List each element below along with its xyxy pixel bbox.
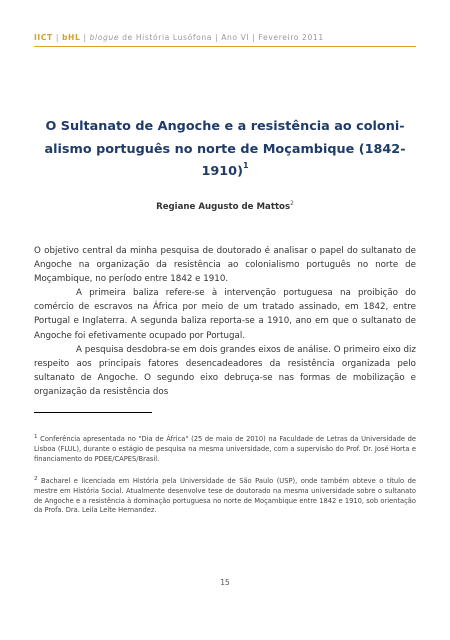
article-title <box>34 116 416 184</box>
footnote <box>34 475 416 517</box>
footnote-text: Conferência apresentada no "Dia de África" (25 de maio de 2010) na Faculdade de Letras da Universidade de Lisboa (FLUL), durante o estágio de pesquisa na mesma universidade, com a supervisão do Prof. Dr. José Horta e financiamento do PDEE/CAPES/Brasil. <box>34 435 416 463</box>
author-byline <box>34 200 416 212</box>
paragraph: O objetivo central da minha pesquisa de doutorado é analisar o papel do sultanato de Angoche na organização da resistência ao colonialismo português no norte de Moçambique, no período entre 1842 e 1910. <box>34 246 416 285</box>
page-number: 15 <box>220 578 230 587</box>
header-sep: | <box>52 33 62 42</box>
title-line-3: 1910) <box>201 164 243 179</box>
body-text <box>34 244 416 399</box>
header-rule <box>34 46 416 47</box>
title-footnote-ref[interactable]: 1 <box>242 161 249 170</box>
footnote-text: Bacharel e licenciada em História pela Universidade de São Paulo (USP), onde também obteve o título de mestre em História Social. Atualmente desenvolve tese de doutorado na mesma universidade sobre o sultanato de Angoche e a resistência à dominação portuguesa no norte de Moçambique entre 1842 e 1910, sob orientação da Profa. Dra. Leila Leite Hernandez. <box>34 476 416 515</box>
author-footnote-ref[interactable]: 2 <box>290 200 294 207</box>
paragraph: A pesquisa desdobra-se em dois grandes eixos de análise. O primeiro eixo diz respeito aos principais fatores desencadeadores da resistência organizada pelo sultanato de Angoche. O segundo eixo debruça-se nas formas de mobilização e organização da resistência dos <box>34 344 416 397</box>
author-name: Regiane Augusto de Mattos <box>156 202 291 212</box>
header-bhl: bHL <box>62 33 81 42</box>
header-sep: | <box>80 33 90 42</box>
footnote-separator <box>34 412 152 413</box>
footnote <box>34 433 416 465</box>
header-blogue: blogue <box>89 33 120 42</box>
title-line-1: O Sultanato de Angoche e a resistência ao coloni- <box>45 119 405 134</box>
footnote-mark: 2 <box>34 475 38 482</box>
title-line-2: alismo português no norte de Moçambique (1842- <box>44 141 406 157</box>
footnote-mark: 1 <box>34 434 38 440</box>
header-rest: de História Lusófona | Ano VI | Fevereiro 2011 <box>119 33 324 42</box>
paragraph: A primeira baliza refere-se à intervenção portuguesa na proibição do comércio de escravos na África por meio de um tratado assinado, em 1842, entre Portugal e Inglaterra. A segunda baliza reporta-se a 1910, ano em que o sultanato de Angoche foi efetivamente ocupado por Portugal. <box>34 288 416 341</box>
header-iict: IICT <box>34 33 53 42</box>
footnotes <box>34 433 416 526</box>
running-header <box>34 33 414 42</box>
